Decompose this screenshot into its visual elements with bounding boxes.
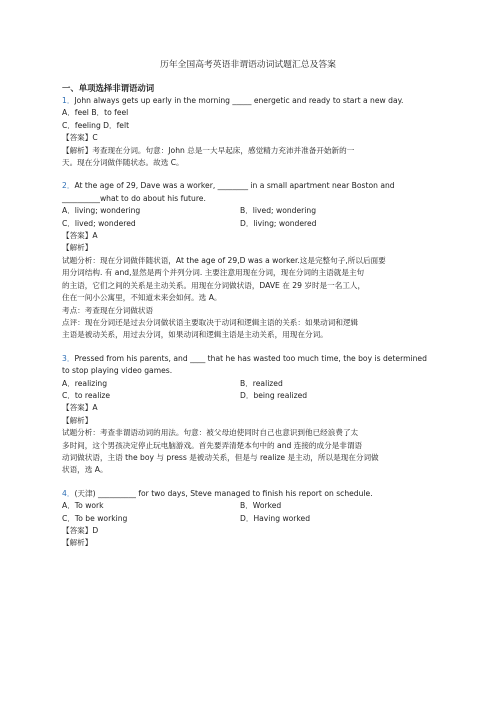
spacer [62,169,434,180]
question-2-analysis-line: 试题分析：现在分词做伴随状语，At the age of 29,D was a worker.这是完整句子,所以后面要 [62,255,386,265]
question-3-option-b: B．realized [240,378,283,388]
question-2-analysis-line: 用分词结构. 有 and,显然是两个并列分词. 主要注意用现在分词，现在分词的主语就是主句 [62,268,365,278]
question-4-analysis-label: 【解析】 [62,538,93,548]
question-3-answer: 【答案】A [62,403,98,413]
question-3-option-c: C．to realize [62,390,111,400]
question-3-option-a: A．realizing [62,378,108,388]
question-3-option-d: D．being realized [240,390,308,400]
document-page [62,58,434,550]
question-2-comment-line: 主语是被动关系，用过去分词，如果动词和逻辑主语是主动关系，用现在分词。 [62,330,328,340]
question-1-answer: 【答案】C [62,133,98,143]
question-1-options-cd: C．feeling D．felt [62,120,130,130]
question-4-answer: 【答案】D [62,526,99,535]
question-2-options-row [62,218,434,230]
question-2-stem-text: At the age of 29, Dave was a worker, ________ in a small apartment near Boston and [74,181,395,191]
question-3-analysis-label: 【解析】 [62,415,93,425]
question-3-analysis-line: 动词做状语，主语 the boy 与 press 是被动关系，但是与 realize 是主动，所以是现在分词做 [62,452,379,462]
question-3-stem [62,353,434,365]
question-1-analysis-line: 【解析】考查现在分词。句意：John 总是一大早起床，感觉精力充沛并准备开始新的一 [62,145,355,155]
question-3-options-row [62,390,434,402]
question-2-options-row [62,205,434,217]
question-4-stem [62,488,434,500]
question-3-analysis-line: 多时间，这个男孩决定停止玩电脑游戏。首先要弄清楚本句中的 and 连接的成分是非谓语 [62,440,363,450]
question-3 [62,353,434,477]
question-3-number: 3． [62,353,75,363]
document-title: 历年全国高考英语非谓语动词试题汇总及答案 [160,60,336,70]
question-2-analysis-label: 【解析】 [62,243,93,253]
question-2-option-d: D．living; wondered [240,218,317,228]
question-2-stem [62,180,434,192]
question-2-number: 2． [62,181,75,191]
question-3-options-row [62,378,434,390]
question-3-analysis-line: 状语，选 A。 [62,465,108,475]
question-4-options-row [62,513,434,525]
question-4 [62,488,434,550]
question-4-option-c: C．To be working [62,513,128,523]
question-1-stem [62,95,434,107]
question-2-stem-cont: __________what to do about his future. [62,193,206,203]
question-1 [62,95,434,169]
question-4-option-b: B．Worked [240,501,282,511]
question-2-option-c: C．lived; wondered [62,218,136,228]
question-4-option-a: A．To work [62,501,104,511]
question-4-number: 4． [62,488,75,498]
question-4-stem-text: (天津) __________ for two days, Steve managed to finish his report on schedule. [74,488,373,498]
spacer [62,477,434,488]
question-4-options-row [62,500,434,512]
question-2-analysis-line: 住在一间小公寓里，不知道未来会如何。选 A。 [62,293,222,303]
question-2-option-a: A．living; wondering [62,206,141,216]
question-1-stem-text: John always gets up early in the morning _____ energetic and ready to start a new day. [74,96,404,105]
question-3-stem-text: Pressed from his parents, and ____ that he has wasted too much time, the boy is determined [74,353,427,363]
question-2-analysis-line: 的主语，它们之间的关系是主动关系。用现在分词做状语，DAVE 在 29 岁时是一名工人， [62,280,366,290]
question-2-answer: 【答案】A [62,231,98,241]
question-2-option-b: B．lived; wondering [240,206,317,216]
question-3-analysis-line: 试题分析：考查非谓语动词的用法。句意：被父母迫使同时自己也意识到他已经浪费了太 [62,428,359,438]
question-4-option-d: D．Having worked [240,513,311,523]
question-1-number: 1． [62,96,75,105]
question-1-analysis-line: 天。现在分词做伴随状态。故选 C。 [62,158,184,168]
section-heading: 一、单项选择非谓语动词 [62,83,155,93]
question-3-stem-cont: to stop playing video games. [62,366,173,376]
spacer [62,342,434,353]
question-2-point: 考点：考查现在分词做状语 [62,305,154,315]
question-2-comment-line: 点评：现在分词还是过去分词做状语主要取决于动词和逻辑主语的关系：如果动词和逻辑 [62,317,359,327]
question-1-options-ab: A．feel B．to feel [62,108,129,118]
question-2 [62,180,434,341]
